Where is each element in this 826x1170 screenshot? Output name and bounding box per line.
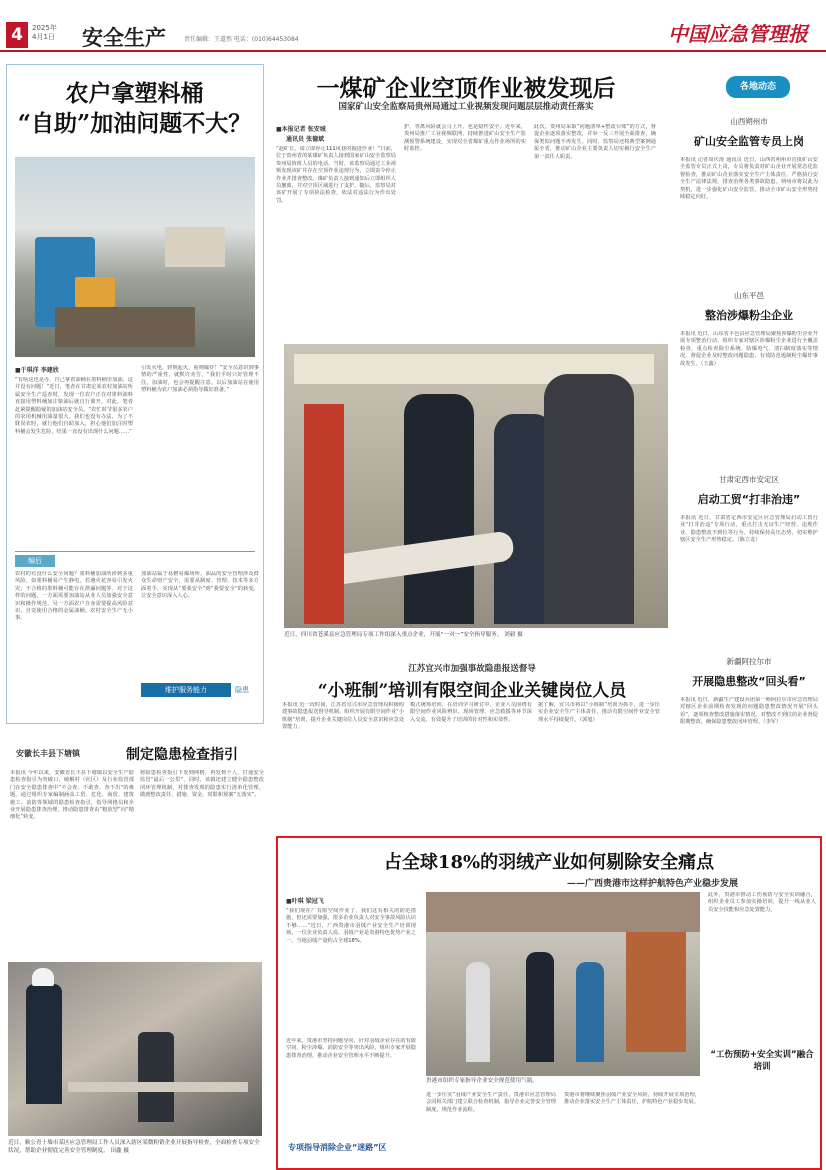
photo-caption: 近日，顺公青十墙市某区应急管理局工作人员深入辖区某微粉销企业开展指导检查，全面检查专项安全状况，帮助企业彻底完善安全管理制度。 田鑫 摄 [8, 1140, 260, 1154]
sidebar-badge: 各地动态 [726, 76, 790, 98]
article-title: 制定隐患检查指引 [126, 747, 238, 763]
coal-article-title: 一煤矿企业空顶作业被发现后 [316, 75, 616, 102]
body-text: 贵港市将继续聚焦羽绒产业安全风险，持续开展专项治理，推动企业落实安全生产主体责任，护航特色产业稳步发展。 [564, 1092, 700, 1106]
tag-sub: 隐患 [235, 686, 249, 694]
sidebar-item: 甘肃定西市安定区 启动工贸“打非治违” 本报讯 近日，甘肃省定西市安定区应急管理局启动工贸行业“打非治违”专项行动，重点打击无证生产经营、违规作业、隐患整改不到位等行为，持续保持高压态势，切实维护辖区安全生产形势稳定。（陈立龙） [680, 475, 818, 544]
editor-note-label: 编后 [15, 555, 55, 567]
article-photo-inspection [8, 962, 262, 1136]
masthead-logo: 中国应急管理报 [668, 22, 808, 46]
article-title: 农户拿塑料桶 “自助”加油问题不大？ [17, 80, 252, 137]
article-subhead: “工伤预防+安全实训”融合培训 [710, 1050, 814, 1072]
editor-line: 责任编辑：王道然 电话：(010)64453084 [184, 36, 299, 43]
body-text: 此次，贵州局采取“问题清单+整改台账”的方式，督促企业逐项落实整改，并举一反三开展全面排查，确保类似问题不再发生。同时，监察局还将典型案例通报全省，推动矿山企业主要负责人切实履行安全生产第一责任人职责。 [534, 124, 656, 160]
body-text: 近年来，贵港市坚持问题导向，针对羽绒企业存在的有限空间、粉尘涉爆、消防安全等突出风险，组织专家开展隐患排查治理，推动企业安全管理水平不断提升。 [286, 1038, 416, 1059]
coal-article-photo [284, 344, 668, 628]
article-feather-industry [276, 836, 822, 1170]
tag-label: 维护服务能力 [141, 683, 231, 697]
sidebar-item: 新疆阿拉尔市 开展隐患整改“回头看” 本报讯 近日，新疆生产建设兵团第一师阿拉尔市应急管理局对辖区企业前期检查发现的问题隐患整改情况开展“回头看”，逐项核查整改措施落实情况，对整改不到位的企业督促限期整改，确保隐患整改闭环管理。（李军） [680, 657, 818, 726]
body-text: 将隐患检查指引下发到网格，再发到个人，打通安全监管“最后一公里”。同时，该镇还建立健全隐患整改闭环管理机制，对排查发现的隐患实行清单化管理，做到整改责任、措施、资金、时限和预案“五落实”。 [140, 770, 264, 799]
article-plastic-bucket [6, 64, 264, 724]
body-text: 模式统筹培训，在培训学习研讨中，企业人员围绕有限空间作业风险辨识、现场管理、应急救援等环节深入交流，有效提升了培训的针对性和实效性。 [410, 702, 532, 723]
coal-article-subtitle: 国家矿山安全监察局贵州局通过工业视频发现问题层层推动责任落实 [338, 102, 594, 112]
limited-article-kicker: 江苏宜兴市加强事故隐患报送督导 [408, 664, 536, 674]
body-text: 进一步压实“羽绒产业安全生产责任，贵港市应急管理局会同相关部门建立联合检查机制，指导企业完善安全管理制度，规范作业流程。 [426, 1092, 556, 1113]
article-title: 占全球18%的羽绒产业如何剔除安全痛点 [383, 852, 715, 873]
photo-caption: 贵港市组织专家指导企业安全规范使用气瓶。 [426, 1078, 538, 1084]
divider [15, 551, 255, 552]
body-text: “有啥这也是办，自己拿着油桶在墨料桶里加油，这并没有问题！”近日，笔者在甘肃定某农村加油站所属安全生产巡查时，发现一位农户正在对墨料油料直接用塑料桶加注柴油后就自行离开。对此，笔者赶紧提醒隐疑的加油站安全员。“农忙时节很多农户的农用机械用油量很大，我们也没有办法，为了不耽误农时，就行他们自助加入，担心他们加注时塑料桶会发生危险，结果一直没有出现什么问题……” [15, 377, 133, 435]
byline: ■叶琪 梁冠飞 [286, 898, 324, 905]
editor-note-text: 农村的有没什么安全问题？墨料桶加油所涉到多重风险，如墨料桶易产生静电，若遇火花容易引发火灾；不合格的墨料桶可能存在泄漏问题等。对于这样的问题，一方面需要加油站从业人员加强安全意识和操作规范，另一方面农户自身需要提高风险意识，自觉使用合格的金属油桶。农村安全生产无小事。 [15, 571, 133, 622]
byline: ■于琪洋 李建欣 [15, 367, 59, 374]
body-text: “我们现在厂有限空间作业了，我们这有相关的防范措施，但还需要加强，很多企业负责人对安全事故风险认识不够……”近日，广西贵港市羽绒产业安全生产培训现场，一位企业负责人说。羽绒产业是贵港特色优势产业之一，当地羽绒产量约占全球18%。 [286, 908, 416, 944]
byline: 通讯员 张德斌 [286, 136, 325, 143]
limited-article-title: “小班制”培训有限空间企业关键岗位人员 [317, 681, 627, 701]
article-subtitle: ——广西贵港市这样护航特色产业稳步发展 [566, 879, 738, 889]
article-photo-gas-station [15, 157, 255, 357]
article-subhead: 专项指导消除企业“迷路”区 [288, 1143, 387, 1152]
body-text: 引发火电，轻则起火，重则爆炸！”安全员意识到事情的严重性，就默许劝告，“我们平时只好管理不住，加油时，也会再提醒注意。以后加油站在使用塑料桶为农户加油必须指导做好准备。” [141, 365, 259, 394]
page-header [0, 0, 826, 52]
editor-note-text: 加油站属于易燃易爆场所，油品的安全管理涉及群众生命财产安全，需要从制度、管理、技术等多方面着手，实现从“要我安全”到“我要安全”的转变，让安全意识深入人心。 [141, 571, 259, 600]
byline: ■本报记者 张安城 [276, 126, 326, 133]
body-text: 本报讯 今年以来，安徽省长丰县下塘镇以安全生产隐患检查指引为突破口，破解村（社区）及行业监管部门在安全隐患排查中“不会查、不敢查、查不出”的难题。通过组织专家编制涵盖工贸、危化、商贸、建筑施工、消防等领域的隐患检查指引，指导网格员和企业开展隐患排查治理，推动隐患排查由“粗放型”向“精细化”转变。 [10, 770, 134, 821]
issue-date: 2025年 4月1日 [32, 24, 57, 41]
sidebar-item: 山东平邑 整治涉爆粉尘企业 本报讯 近日，山东省平邑县应急管理局聚焦涉爆粉尘企业开展专项整治行动，组织专家对辖区涉爆粉尘企业进行全覆盖检查，重点检查除尘系统、防爆电气、清扫制度落实等情况，督促企业及时整改问题隐患，有效防范遏制粉尘爆炸事故发生。（王鑫） [680, 291, 818, 367]
sidebar-item: 山西朔州市 矿山安全监管专员上岗 本报讯 记者周庆涛 通讯员 近日，山西省朔州市首批矿山安全监管专员正式上岗，专员将负责对矿山企业开展常态化监督检查，推动矿山企业落实安全生产主体责任，严格执行安全生产法律法规，排查治理各类事故隐患。朔州市将以此为契机，进一步强化矿山安全监管，推动全市矿山安全形势持续稳定向好。 [680, 117, 818, 201]
article-kicker: 安徽长丰县下塘镇 [16, 749, 80, 758]
body-text: 本报讯 近一段时间，江苏省宜兴市应急管理局积极构建事故隐患报送督导机制，组织开展有限空间作业“小班制”培训，提升企业关键岗位人员安全意识和应急处置能力。 [282, 702, 404, 731]
body-text: 据了解，宜兴市将以“小班制”培训为抓手，进一步压实企业安全生产主体责任，推动有限空间作业安全管理水平持续提升。（郭旭） [538, 702, 660, 723]
section-title: 安全生产 [82, 25, 166, 50]
feather-article-photo [426, 892, 700, 1076]
photo-caption: 近日，四川省苍溪县应急管理局专项工作组深入重点企业，开展“一对一”安全指导服务。 刘毅 摄 [284, 632, 523, 638]
body-text: 护，等离风险就会马上升，也是隐性安全。近年来，贵州局推广工业视频联网，持续推进矿山安全生产监测预警系统建设，实现对全省煤矿重点作业场所的实时监控。 [404, 124, 526, 153]
body-text: “赵矿长，请立即停止111风巷的掘进作业！”日前，位于贵州省的某煤矿负责人接到国家矿山安全监察局贵州局值班人员的电话。当时，该监察局通过工业视频发现该矿井存在空顶作业违规行为，立即责令停止作业并排查整改。煤矿负责人接到通知后立即组织人员撤离，并对空顶区域进行了支护。随后，监察局对该矿开展了专项执法检查，依法对违法行为作出处罚。 [276, 146, 396, 204]
body-text: 此外，贵港市推动工伤预防与安全实训融合，组织企业员工参加实操培训，提升一线从业人员安全技能和应急处置能力。 [708, 892, 816, 913]
page-number: 4 [6, 22, 28, 48]
